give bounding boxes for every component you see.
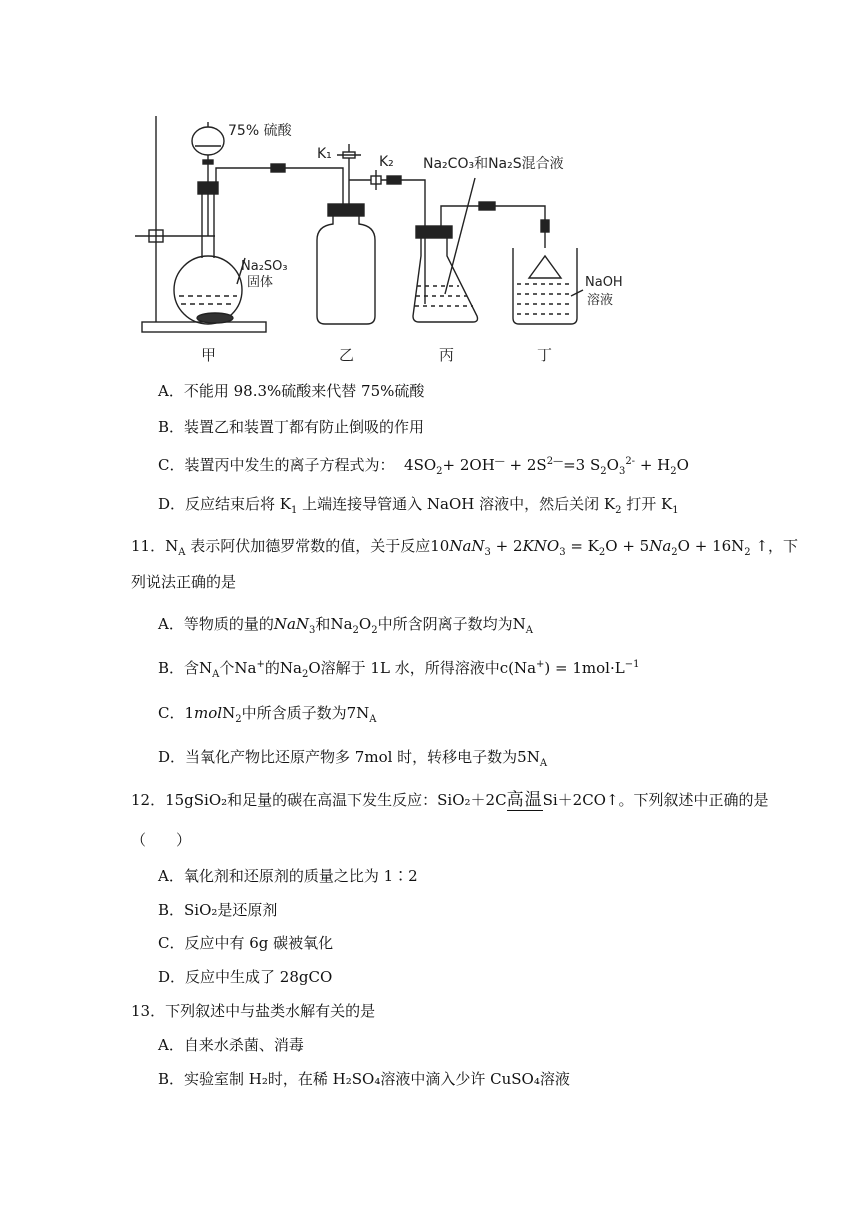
q11-option-b: B．含$N_A$个Na+的$Na_2O$溶解于 1L 水，所得溶液中$c(Na^+) = 1mol\cdot L^{-1}$	[158, 659, 640, 680]
conical-stopper	[416, 226, 452, 238]
q11-option-b-text-4: 溶解于 1L 水，所得溶液中	[320, 659, 500, 677]
q10-option-a: A．不能用 98.3%硫酸来代替 75%硫酸	[158, 382, 425, 400]
bottle-yi	[317, 216, 375, 324]
q11-stem-text-2: ，下	[768, 537, 799, 555]
q12-stem	[131, 790, 769, 810]
q12-option-d: D．反应中生成了 28gCO	[158, 968, 333, 986]
q11-stem-text-1: 表示阿伏加德罗常数的值，关于反应	[185, 537, 431, 555]
q11-stem-line2: 列说法正确的是	[131, 573, 237, 591]
label-bing: 丙	[439, 346, 455, 364]
apparatus-figure	[125, 108, 645, 368]
q13-option-b: B．实验室制 H₂时，在稀 H₂SO₄溶液中滴入少许 CuSO₄溶液	[158, 1070, 570, 1088]
q11-option-d-text: D．当氧化产物比还原产物多 7mol 时，转移电子数为	[158, 748, 518, 766]
label-naoh: NaOH	[585, 275, 623, 290]
q10-option-c: C．装置丙中发生的离子方程式为： $4SO_2+ 2OH^— + 2S^{2—}=3$ $S_2O_3^{2-} + H_2O$	[158, 456, 689, 477]
q11-option-c-text-2: 中所含质子数为	[241, 704, 347, 722]
label-jia: 甲	[201, 346, 217, 364]
apparatus-diagram	[125, 108, 645, 368]
q10-option-d-text-2: 上端连接导管通入 NaOH 溶液中，然后关闭 K	[297, 495, 616, 513]
beaker-ding	[513, 248, 577, 324]
label-yi: 乙	[339, 346, 355, 364]
label-mixture: Na₂CO₃和Na₂S混合液	[423, 156, 564, 172]
q13-stem: 13．下列叙述中与盐类水解有关的是	[131, 1002, 376, 1020]
q12-stem-end: Si＋2CO↑。下列叙述中正确的是	[542, 791, 769, 809]
q10-option-d-text-3: 打开 K	[621, 495, 673, 513]
q12-option-b: B．SiO₂是还原剂	[158, 901, 278, 919]
q12-stem-text: 12．15gSiO₂和足量的碳在高温下发生反应：SiO₂＋2C	[131, 791, 507, 809]
q13-option-a: A．自来水杀菌、消毒	[158, 1036, 304, 1054]
q11-option-c-text-1: C．	[158, 704, 185, 722]
q10-option-d: D．反应结束后将 $K_1$ 上端连接导管通入 NaOH 溶液中，然后关闭 $K_2$ 打开 $K_1$	[158, 495, 679, 516]
label-naoh-solution: 溶液	[587, 293, 614, 308]
conical-flask	[413, 238, 478, 322]
q11-option-b-text-2: 个	[219, 659, 235, 677]
label-k2: K₂	[379, 154, 394, 170]
q11-option-b-text-1: B．含	[158, 659, 200, 677]
label-k1: K₁	[317, 146, 332, 162]
funnel-bulb	[192, 127, 224, 155]
inverted-funnel	[529, 256, 561, 278]
q11-stem: 11．$N_A$ 表示阿伏加德罗常数的值，关于反应$10NaN_3 + 2KNO_3 = K_2O + 5Na_2O + 16N_2$ ↑，下	[131, 537, 799, 558]
solid-na2so3	[197, 313, 233, 323]
bottle-stopper	[328, 204, 364, 216]
q11-option-a-text-2: 和	[315, 615, 331, 633]
q10-option-d-text-1: D．反应结束后将 K	[158, 495, 292, 513]
q10-option-b: B．装置乙和装置丁都有防止倒吸的作用	[158, 418, 425, 436]
q11-option-a-text-3: 中所含阴离子数均为	[377, 615, 513, 633]
q11-option-c: C．1molN$_2$中所含质子数为$7N_A$	[158, 704, 377, 725]
q11-option-a-text-1: A．等物质的量的	[158, 615, 274, 633]
label-sulfuric: 75% 硫酸	[228, 123, 292, 139]
q10-option-c-text: C．装置丙中发生的离子方程式为：	[158, 456, 395, 474]
label-solid: 固体	[247, 275, 274, 290]
q12-option-c: C．反应中有 6g 碳被氧化	[158, 934, 334, 952]
q11-option-a: A．等物质的量的NaN$_3$和$Na_2O_2$中所含阴离子数均为$N_A$	[158, 615, 533, 636]
q12-option-a: A．氧化剂和还原剂的质量之比为 1∶2	[158, 867, 418, 885]
q11-option-b-text-3: 的	[264, 659, 280, 677]
q12-condition: 高温	[506, 790, 543, 810]
tube-1	[216, 168, 343, 204]
label-ding: 丁	[537, 346, 553, 364]
tube-3	[441, 206, 545, 248]
q11-option-d: D．当氧化产物比还原产物多 7mol 时，转移电子数为$5N_A$	[158, 748, 548, 769]
tube-2	[349, 180, 425, 226]
q12-paren: （ ）	[131, 831, 192, 849]
q11-number: 11．	[131, 537, 166, 555]
label-na2so3: Na₂SO₃	[241, 259, 288, 274]
